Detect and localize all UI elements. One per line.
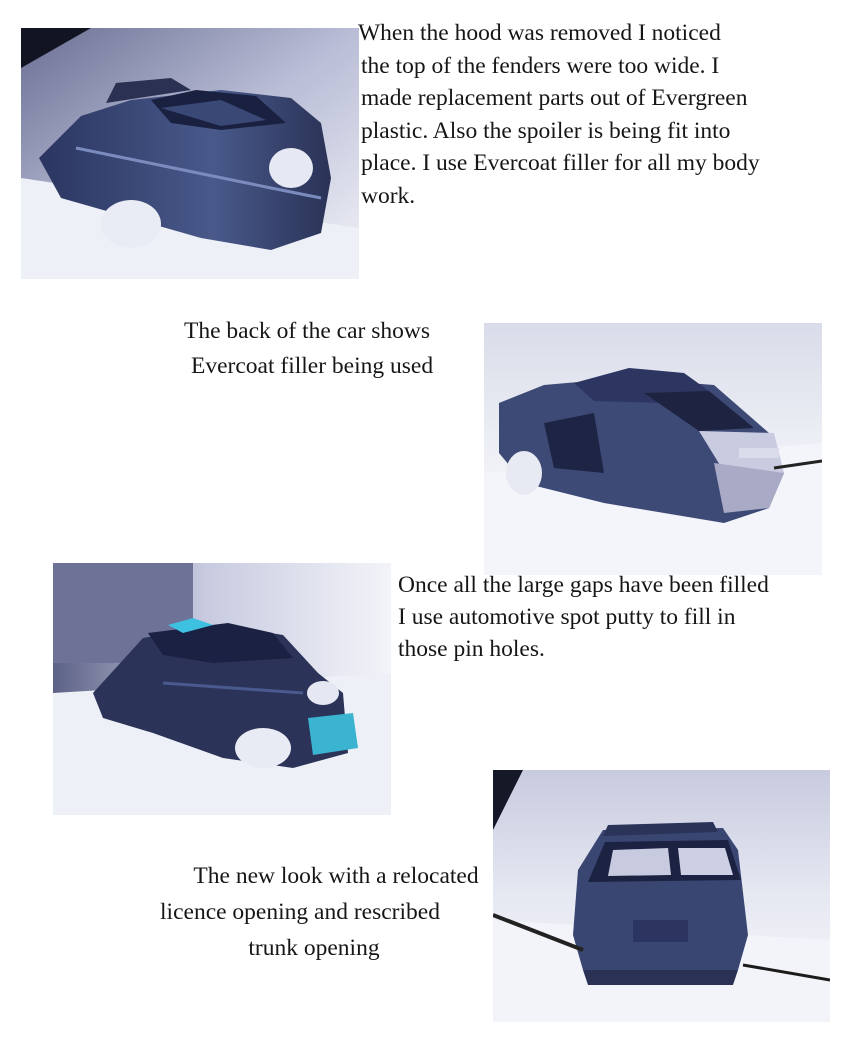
- caption-line: When the hood was removed I noticed: [358, 20, 721, 46]
- caption-line: Once all the large gaps have been filled: [398, 572, 769, 598]
- caption-line: The new look with a relocated: [193, 863, 479, 889]
- photo-car-rear-new-look: [493, 770, 830, 1022]
- photo-car-back-filler: [484, 323, 822, 575]
- caption-line: work.: [361, 182, 416, 209]
- caption-line: trunk opening: [248, 935, 380, 961]
- caption-spot-putty: [398, 569, 769, 665]
- caption-line: The back of the car shows: [184, 318, 431, 344]
- caption-back-of-car: [184, 314, 433, 384]
- caption-line: I use automotive spot putty to fill in: [398, 604, 736, 630]
- caption-line: licence opening and rescribed: [160, 899, 440, 925]
- caption-line: made replacement parts out of Evergreen: [361, 85, 748, 112]
- caption-line: the top of the fenders were too wide. I: [361, 52, 720, 79]
- photo-car-spot-putty: [53, 563, 391, 815]
- caption-line: Evercoat filler being used: [191, 353, 434, 379]
- photo-car-body-hood-removed: [21, 28, 359, 279]
- caption-new-look: [140, 858, 500, 966]
- caption-hood-removed: [358, 17, 760, 213]
- caption-line: place. I use Evercoat filler for all my body: [361, 150, 760, 177]
- caption-line: plastic. Also the spoiler is being fit into: [361, 117, 731, 144]
- caption-line: those pin holes.: [398, 636, 545, 662]
